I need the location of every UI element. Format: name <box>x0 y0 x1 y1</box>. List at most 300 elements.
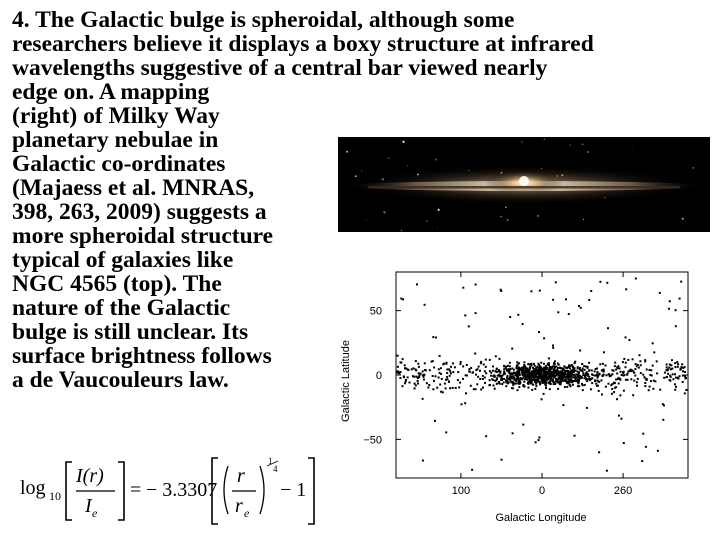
data-point <box>432 360 434 362</box>
data-point <box>397 355 399 357</box>
formula-r-num: r <box>237 465 245 487</box>
data-point <box>652 342 654 344</box>
data-point <box>468 325 470 327</box>
data-point <box>494 380 496 382</box>
star <box>383 211 385 213</box>
data-point <box>685 389 687 391</box>
data-point <box>546 368 548 370</box>
data-point <box>517 382 519 384</box>
data-point <box>509 368 511 370</box>
data-point <box>528 369 530 371</box>
data-point <box>566 367 568 369</box>
star <box>355 175 357 177</box>
data-point <box>671 359 673 361</box>
data-point <box>591 382 593 384</box>
star <box>361 170 362 171</box>
data-point <box>659 292 661 294</box>
data-point <box>460 361 462 363</box>
data-point <box>681 363 683 365</box>
data-point <box>684 392 686 394</box>
data-point <box>675 309 677 311</box>
data-point <box>543 374 545 376</box>
data-point <box>505 385 507 387</box>
data-point <box>429 369 431 371</box>
data-point <box>669 300 671 302</box>
text-line: 4. The Galactic bulge is spheroidal, although some <box>12 7 515 33</box>
data-point <box>564 386 566 388</box>
data-point <box>397 366 399 368</box>
data-point <box>422 460 424 462</box>
data-point <box>640 364 642 366</box>
data-point <box>587 374 589 376</box>
data-point <box>446 372 448 374</box>
data-point <box>670 364 672 366</box>
data-point <box>404 382 406 384</box>
data-point <box>667 369 669 371</box>
data-point <box>494 375 496 377</box>
data-point <box>596 385 598 387</box>
data-point <box>568 313 570 315</box>
data-point <box>422 398 424 400</box>
data-point <box>650 380 652 382</box>
data-point <box>671 368 673 370</box>
data-point <box>637 378 639 380</box>
data-point <box>656 372 658 374</box>
data-point <box>578 305 580 307</box>
data-point <box>512 375 514 377</box>
data-point <box>538 372 540 374</box>
data-point <box>623 358 625 360</box>
data-point <box>407 369 409 371</box>
data-point <box>549 366 551 368</box>
data-point <box>402 358 404 360</box>
data-point <box>545 382 547 384</box>
data-point <box>405 380 407 382</box>
data-point <box>685 377 687 379</box>
data-point <box>423 376 425 378</box>
data-point <box>446 376 448 378</box>
data-point <box>418 372 420 374</box>
data-point <box>602 374 604 376</box>
data-point <box>472 372 474 374</box>
data-point <box>417 383 419 385</box>
data-point <box>495 370 497 372</box>
data-point <box>579 368 581 370</box>
data-point <box>669 375 671 377</box>
data-point <box>549 380 551 382</box>
data-point <box>591 377 593 379</box>
data-point <box>444 383 446 385</box>
data-point <box>641 460 643 462</box>
data-point <box>623 390 625 392</box>
data-point <box>639 354 641 356</box>
data-point <box>438 368 440 370</box>
data-point <box>583 365 585 367</box>
data-point <box>535 385 537 387</box>
data-point <box>582 372 584 374</box>
data-point <box>522 323 524 325</box>
data-point <box>424 304 426 306</box>
data-point <box>552 347 554 349</box>
data-point <box>452 371 454 373</box>
data-point <box>527 387 529 389</box>
data-point <box>512 377 514 379</box>
data-point <box>632 370 634 372</box>
exponent-den: 4 <box>273 464 278 474</box>
star <box>346 151 348 153</box>
data-point <box>649 386 651 388</box>
data-point <box>562 370 564 372</box>
data-point <box>555 378 557 380</box>
data-point <box>541 398 543 400</box>
data-point <box>556 375 558 377</box>
data-point <box>634 375 636 377</box>
data-point <box>533 363 535 365</box>
data-point <box>565 298 567 300</box>
formula-numerator: I(r) <box>76 465 104 487</box>
data-point <box>599 363 601 365</box>
data-point <box>588 299 590 301</box>
data-point <box>566 386 568 388</box>
data-point <box>595 383 597 385</box>
data-point <box>527 374 529 376</box>
data-point <box>555 381 557 383</box>
data-point <box>545 377 547 379</box>
data-point <box>636 381 638 383</box>
galaxy-core <box>519 176 529 186</box>
data-point <box>566 377 568 379</box>
data-point <box>505 368 507 370</box>
data-point <box>603 351 605 353</box>
data-point <box>521 371 523 373</box>
data-point <box>618 383 620 385</box>
data-point <box>545 387 547 389</box>
data-point <box>557 363 559 365</box>
data-point <box>632 358 634 360</box>
data-point <box>438 377 440 379</box>
data-point <box>476 383 478 385</box>
text-line: nature of the Galactic <box>12 295 231 321</box>
formula-minus-one: − 1 <box>280 479 307 501</box>
data-point <box>645 446 647 448</box>
data-point <box>649 369 651 371</box>
data-point <box>475 374 477 376</box>
data-point <box>508 381 510 383</box>
data-point <box>571 370 573 372</box>
data-point <box>449 375 451 377</box>
data-point <box>650 369 652 371</box>
star <box>402 141 404 143</box>
star <box>437 227 438 228</box>
data-point <box>516 365 518 367</box>
data-point <box>605 374 607 376</box>
data-point <box>614 365 616 367</box>
data-point <box>582 389 584 391</box>
data-point <box>544 379 546 381</box>
text-line: (right) of Milky Way <box>12 103 220 129</box>
data-point <box>403 375 405 377</box>
data-point <box>554 383 556 385</box>
data-point <box>674 383 676 385</box>
text-line: researchers believe it displays a boxy structure at infrared <box>12 31 594 57</box>
data-point <box>662 419 664 421</box>
data-point <box>646 369 648 371</box>
data-point <box>464 314 466 316</box>
data-point <box>545 384 547 386</box>
data-point <box>586 407 588 409</box>
data-point <box>518 362 520 364</box>
x-tick-label: 100 <box>451 485 471 497</box>
x-tick-label: 0 <box>538 485 546 497</box>
data-point <box>554 360 556 362</box>
data-point <box>512 432 514 434</box>
data-point <box>613 382 615 384</box>
data-point <box>566 382 568 384</box>
data-point <box>568 377 570 379</box>
data-point <box>455 387 457 389</box>
data-point <box>417 380 419 382</box>
data-point <box>543 393 545 395</box>
data-point <box>518 379 520 381</box>
data-point <box>565 376 567 378</box>
data-point <box>470 385 472 387</box>
data-point <box>511 373 513 375</box>
data-point <box>411 368 413 370</box>
data-point <box>594 379 596 381</box>
data-point <box>666 376 668 378</box>
data-point <box>619 394 621 396</box>
data-point <box>475 388 477 390</box>
data-point <box>625 336 627 338</box>
star <box>544 139 545 140</box>
data-point <box>594 370 596 372</box>
data-point <box>573 374 575 376</box>
y-axis-label: Galactic Latitude <box>340 340 352 422</box>
text-line: 398, 263, 2009) suggests a <box>12 199 267 225</box>
data-point <box>491 378 493 380</box>
data-point <box>584 369 586 371</box>
data-point <box>575 380 577 382</box>
data-point <box>654 380 656 382</box>
data-point <box>614 387 616 389</box>
text-line: more spheroidal structure <box>12 223 274 249</box>
data-point <box>557 311 559 313</box>
star <box>537 215 539 217</box>
data-point <box>627 373 629 375</box>
data-point <box>518 386 520 388</box>
data-point <box>458 386 460 388</box>
data-point <box>643 376 645 378</box>
data-point <box>509 362 511 364</box>
data-point <box>493 385 495 387</box>
data-point <box>534 388 536 390</box>
data-point <box>415 369 417 371</box>
data-point <box>530 290 532 292</box>
data-point <box>452 387 454 389</box>
data-point <box>668 308 670 310</box>
data-point <box>632 394 634 396</box>
data-point <box>618 415 620 417</box>
data-point <box>588 362 590 364</box>
data-point <box>539 290 541 292</box>
data-point <box>608 383 610 385</box>
data-point <box>524 366 526 368</box>
data-point <box>630 378 632 380</box>
data-point <box>659 389 661 391</box>
star <box>500 216 502 218</box>
data-point <box>561 372 563 374</box>
data-point <box>597 380 599 382</box>
star <box>426 220 428 222</box>
data-point <box>585 373 587 375</box>
data-point <box>532 384 534 386</box>
data-point <box>590 388 592 390</box>
data-point <box>439 355 441 357</box>
formula-denominator: I <box>85 495 92 517</box>
data-point <box>528 376 530 378</box>
right-bracket <box>118 462 124 520</box>
data-point <box>475 284 477 286</box>
data-point <box>669 380 671 382</box>
data-point <box>616 398 618 400</box>
data-point <box>627 359 629 361</box>
data-point <box>550 368 552 370</box>
data-point <box>470 367 472 369</box>
data-point <box>482 375 484 377</box>
data-point <box>407 376 409 378</box>
data-point <box>674 389 676 391</box>
data-point <box>582 374 584 376</box>
text-line: bulge is still unclear. Its <box>12 319 249 345</box>
formula-r-den: r <box>235 495 243 517</box>
data-point <box>422 370 424 372</box>
data-point <box>530 378 532 380</box>
data-point <box>630 370 632 372</box>
data-point <box>509 365 511 367</box>
data-point <box>488 384 490 386</box>
data-point <box>490 372 492 374</box>
data-point <box>417 363 419 365</box>
y-tick-label: −50 <box>363 434 382 447</box>
data-point <box>435 337 437 339</box>
data-point <box>606 470 608 472</box>
text-line: surface brightness follows <box>12 343 272 369</box>
data-point <box>541 380 543 382</box>
data-point <box>574 361 576 363</box>
data-point <box>465 374 467 376</box>
star <box>587 151 589 153</box>
data-point <box>601 394 603 396</box>
data-point <box>477 376 479 378</box>
data-point <box>509 316 511 318</box>
data-point <box>531 375 533 377</box>
data-point <box>482 387 484 389</box>
data-point <box>567 374 569 376</box>
data-point <box>524 375 526 377</box>
data-point <box>480 389 482 391</box>
data-point <box>464 402 466 404</box>
data-point <box>666 366 668 368</box>
data-point <box>563 365 565 367</box>
data-point <box>496 368 498 370</box>
data-point <box>545 365 547 367</box>
data-point <box>530 363 532 365</box>
data-point <box>402 298 404 300</box>
data-point <box>590 290 592 292</box>
data-point <box>445 387 447 389</box>
data-point <box>402 385 404 387</box>
data-point <box>680 281 682 283</box>
data-point <box>534 381 536 383</box>
text-line: (Majaess et al. MNRAS, <box>12 175 255 201</box>
data-point <box>580 307 582 309</box>
dust-lane <box>368 186 680 189</box>
data-point <box>561 368 563 370</box>
data-point <box>537 380 539 382</box>
data-point <box>675 325 677 327</box>
data-point <box>449 387 451 389</box>
data-point <box>446 378 448 380</box>
data-point <box>569 379 571 381</box>
text-line: wavelengths suggestive of a central bar viewed nearly <box>12 55 548 81</box>
data-point <box>662 403 664 405</box>
data-point <box>638 367 640 369</box>
data-point <box>448 369 450 371</box>
data-point <box>420 373 422 375</box>
data-point <box>676 361 678 363</box>
data-point <box>428 384 430 386</box>
data-point <box>424 362 426 364</box>
data-point <box>448 381 450 383</box>
data-point <box>569 365 571 367</box>
data-point <box>519 382 521 384</box>
data-point <box>578 371 580 373</box>
data-point <box>417 377 419 379</box>
data-point <box>471 469 473 471</box>
data-point <box>418 366 420 368</box>
paren-left <box>224 466 228 514</box>
data-point <box>506 375 508 377</box>
data-point <box>548 362 550 364</box>
data-point <box>494 388 496 390</box>
data-point <box>623 371 625 373</box>
data-point <box>644 382 646 384</box>
data-point <box>498 382 500 384</box>
data-point <box>602 363 604 365</box>
data-point <box>571 381 573 383</box>
star <box>582 144 584 146</box>
data-point <box>489 359 491 361</box>
data-point <box>656 360 658 362</box>
data-point <box>615 379 617 381</box>
data-point <box>559 367 561 369</box>
data-point <box>552 345 554 347</box>
data-point <box>556 370 558 372</box>
data-point <box>528 381 530 383</box>
data-point <box>535 441 537 443</box>
data-point <box>499 375 501 377</box>
data-point <box>635 363 637 365</box>
data-point <box>599 281 601 283</box>
data-point <box>613 391 615 393</box>
data-point <box>557 381 559 383</box>
data-point <box>440 367 442 369</box>
text-line: edge on. A mapping <box>12 79 210 105</box>
data-point <box>427 387 429 389</box>
data-point <box>635 278 637 280</box>
data-point <box>652 365 654 367</box>
data-point <box>617 378 619 380</box>
